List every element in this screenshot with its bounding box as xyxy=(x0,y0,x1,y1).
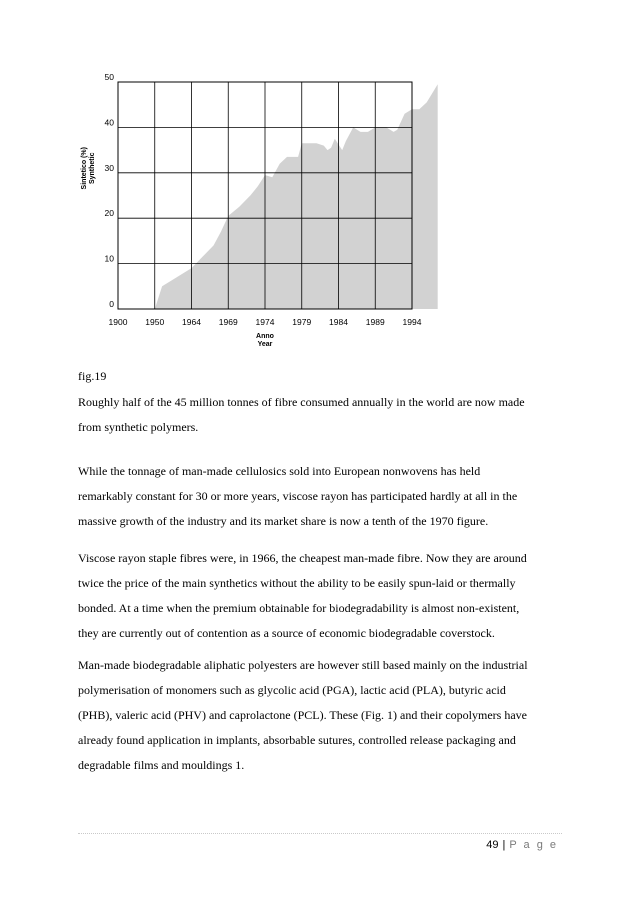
paragraph-line: from synthetic polymers. xyxy=(78,420,199,434)
paragraph-line: Roughly half of the 45 million tonnes of fibre consumed annually in the world are now made xyxy=(78,395,525,409)
y-tick-label: 30 xyxy=(104,162,114,173)
y-tick-label: 10 xyxy=(104,253,114,264)
page-number: 49 xyxy=(486,839,499,851)
x-tick-label: 1950 xyxy=(145,317,165,327)
x-tick-label: 1989 xyxy=(365,317,385,327)
paragraph-line: polymerisation of monomers such as glycolic acid (PGA), lactic acid (PLA), butyric acid xyxy=(78,683,506,697)
paragraph-line: already found application in implants, absorbable sutures, controlled release packaging and xyxy=(78,733,516,747)
x-tick-label: 1969 xyxy=(218,317,238,327)
x-tick-label: 1964 xyxy=(182,317,201,327)
paragraph-1 xyxy=(78,390,564,440)
paragraph-line: remarkably constant for 30 or more years, viscose rayon has participated hardly at all in the xyxy=(78,489,518,503)
page-word: P a g e xyxy=(509,839,558,851)
paragraph-line: bonded. At a time when the premium obtainable for biodegradability is almost non-existent, xyxy=(78,601,520,615)
x-axis-label: Year xyxy=(257,341,273,348)
y-tick-label: 20 xyxy=(104,208,114,219)
x-tick-label: 1979 xyxy=(292,317,312,327)
y-axis-label: Synthetic xyxy=(89,152,96,185)
paragraph-line: massive growth of the industry and its market share is now a tenth of the 1970 figure. xyxy=(78,514,489,528)
y-tick-label: 50 xyxy=(104,72,114,82)
paragraph-line: degradable films and mouldings 1. xyxy=(78,758,245,772)
x-tick-label: 1900 xyxy=(108,317,128,327)
y-tick-label: 0 xyxy=(109,299,114,309)
paragraph-line: they are currently out of contention as a source of economic biodegradable coverstock. xyxy=(78,626,495,640)
figure-caption: fig.19 xyxy=(78,369,107,383)
page-footer xyxy=(486,839,558,851)
x-tick-label: 1984 xyxy=(329,317,348,327)
paragraph-line: Man-made biodegradable aliphatic polyesters are however still based mainly on the industrial xyxy=(78,658,528,672)
footer-rule xyxy=(78,833,562,834)
x-axis-label: Anno xyxy=(256,333,274,340)
paragraph-3 xyxy=(78,546,564,646)
paragraph-2 xyxy=(78,459,564,534)
x-tick-label: 1974 xyxy=(255,317,275,327)
fibre-chart xyxy=(72,70,422,355)
paragraph-line: (PHB), valeric acid (PHV) and caprolactone (PCL). These (Fig. 1) and their copolymers have xyxy=(78,708,527,722)
paragraph-line: twice the price of the main synthetics without the ability to be easily spun-laid or thermally xyxy=(78,576,516,590)
paragraph-4 xyxy=(78,653,564,778)
footer-separator: | xyxy=(502,839,506,851)
paragraph-line: Viscose rayon staple fibres were, in 1966, the cheapest man-made fibre. Now they are around xyxy=(78,551,527,565)
chart-svg xyxy=(72,70,422,355)
y-tick-label: 40 xyxy=(104,117,114,128)
paragraph-line: While the tonnage of man-made cellulosics sold into European nonwovens has held xyxy=(78,464,481,478)
y-axis-label: Sintetico (%) xyxy=(81,147,88,190)
x-tick-label: 1994 xyxy=(402,317,422,327)
